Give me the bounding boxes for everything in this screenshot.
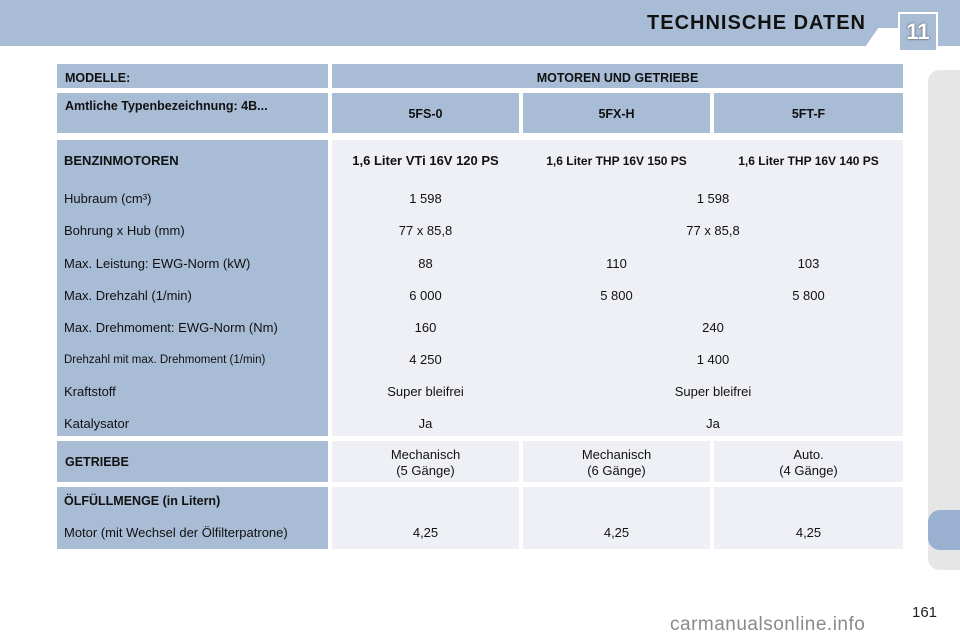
spec-value: 110 (606, 256, 627, 271)
gearbox-type: Mechanisch (390, 447, 461, 462)
spec-value: 160 (414, 320, 437, 335)
spec-value: 6 000 (409, 288, 442, 303)
spec-label: Hubraum (cm³) (64, 191, 152, 206)
spec-value: 88 (418, 256, 433, 271)
engines-header: MOTOREN UND GETRIEBE (332, 64, 903, 88)
spec-value: 4 250 (409, 352, 442, 367)
type-code: 5FS-0 (332, 93, 519, 133)
spec-value: Super bleifrei (387, 384, 464, 399)
oil-label: ÖLFÜLLMENGE (in Litern) (64, 494, 221, 508)
spec-label: Max. Drehzahl (1/min) (64, 288, 192, 303)
gearbox-type: Mechanisch (581, 447, 652, 462)
spec-value: 103 (797, 256, 820, 271)
spec-value: 1 598 (696, 191, 730, 206)
oil-value: 4,25 (332, 487, 519, 549)
engine-name: 1,6 Liter THP 16V 140 PS (738, 154, 879, 168)
spec-label: Max. Leistung: EWG-Norm (kW) (64, 256, 251, 271)
spec-value: 77 x 85,8 (398, 223, 453, 238)
oil-value: 4,25 (523, 487, 710, 549)
gearbox-type: Auto. (793, 447, 824, 462)
side-tab (928, 70, 960, 570)
page-title: TECHNISCHE DATEN (647, 12, 866, 34)
spec-label: Kraftstoff (64, 384, 116, 399)
spec-value: Ja (418, 416, 433, 431)
gearbox-cell (332, 441, 519, 482)
oil-label-cell (57, 487, 328, 549)
spec-value: 5 800 (600, 288, 633, 303)
type-code: 5FX-H (523, 93, 710, 133)
spec-value: 240 (702, 320, 724, 335)
spec-value: 1 400 (696, 352, 730, 367)
engine-name: 1,6 Liter VTi 16V 120 PS (352, 153, 499, 168)
spec-label: Drehzahl mit max. Drehmoment (1/min) (64, 354, 266, 366)
type-label: Amtliche Typenbezeichnung: 4B... (57, 93, 328, 133)
watermark: carmanualsonline.info (670, 614, 866, 635)
spec-label: Bohrung x Hub (mm) (64, 223, 185, 238)
side-tab-knob (928, 510, 960, 550)
spec-label: Katalysator (64, 416, 130, 431)
gearbox-gears: (5 Gänge) (396, 463, 455, 478)
spec-value: Super bleifrei (674, 384, 752, 399)
gearbox-cell (523, 441, 710, 482)
spec-value: 5 800 (792, 288, 825, 303)
gearbox-cell (714, 441, 903, 482)
oil-sub-label: Motor (mit Wechsel der Ölfilterpatrone) (64, 525, 288, 540)
chapter-badge: 11 (898, 12, 938, 52)
gearbox-label: GETRIEBE (57, 441, 328, 482)
spec-value: 1 598 (409, 191, 442, 206)
spec-label: Max. Drehmoment: EWG-Norm (Nm) (64, 320, 278, 335)
spec-value: 77 x 85,8 (686, 223, 740, 238)
gearbox-gears: (4 Gänge) (779, 463, 838, 478)
gearbox-gears: (6 Gänge) (587, 463, 646, 478)
models-label: MODELLE: (57, 64, 328, 88)
page-number: 161 (912, 604, 938, 621)
petrol-label: BENZINMOTOREN (64, 153, 179, 168)
type-code: 5FT-F (714, 93, 903, 133)
oil-value: 4,25 (714, 487, 903, 549)
engine-name: 1,6 Liter THP 16V 150 PS (546, 154, 687, 168)
spec-value: Ja (706, 416, 720, 431)
